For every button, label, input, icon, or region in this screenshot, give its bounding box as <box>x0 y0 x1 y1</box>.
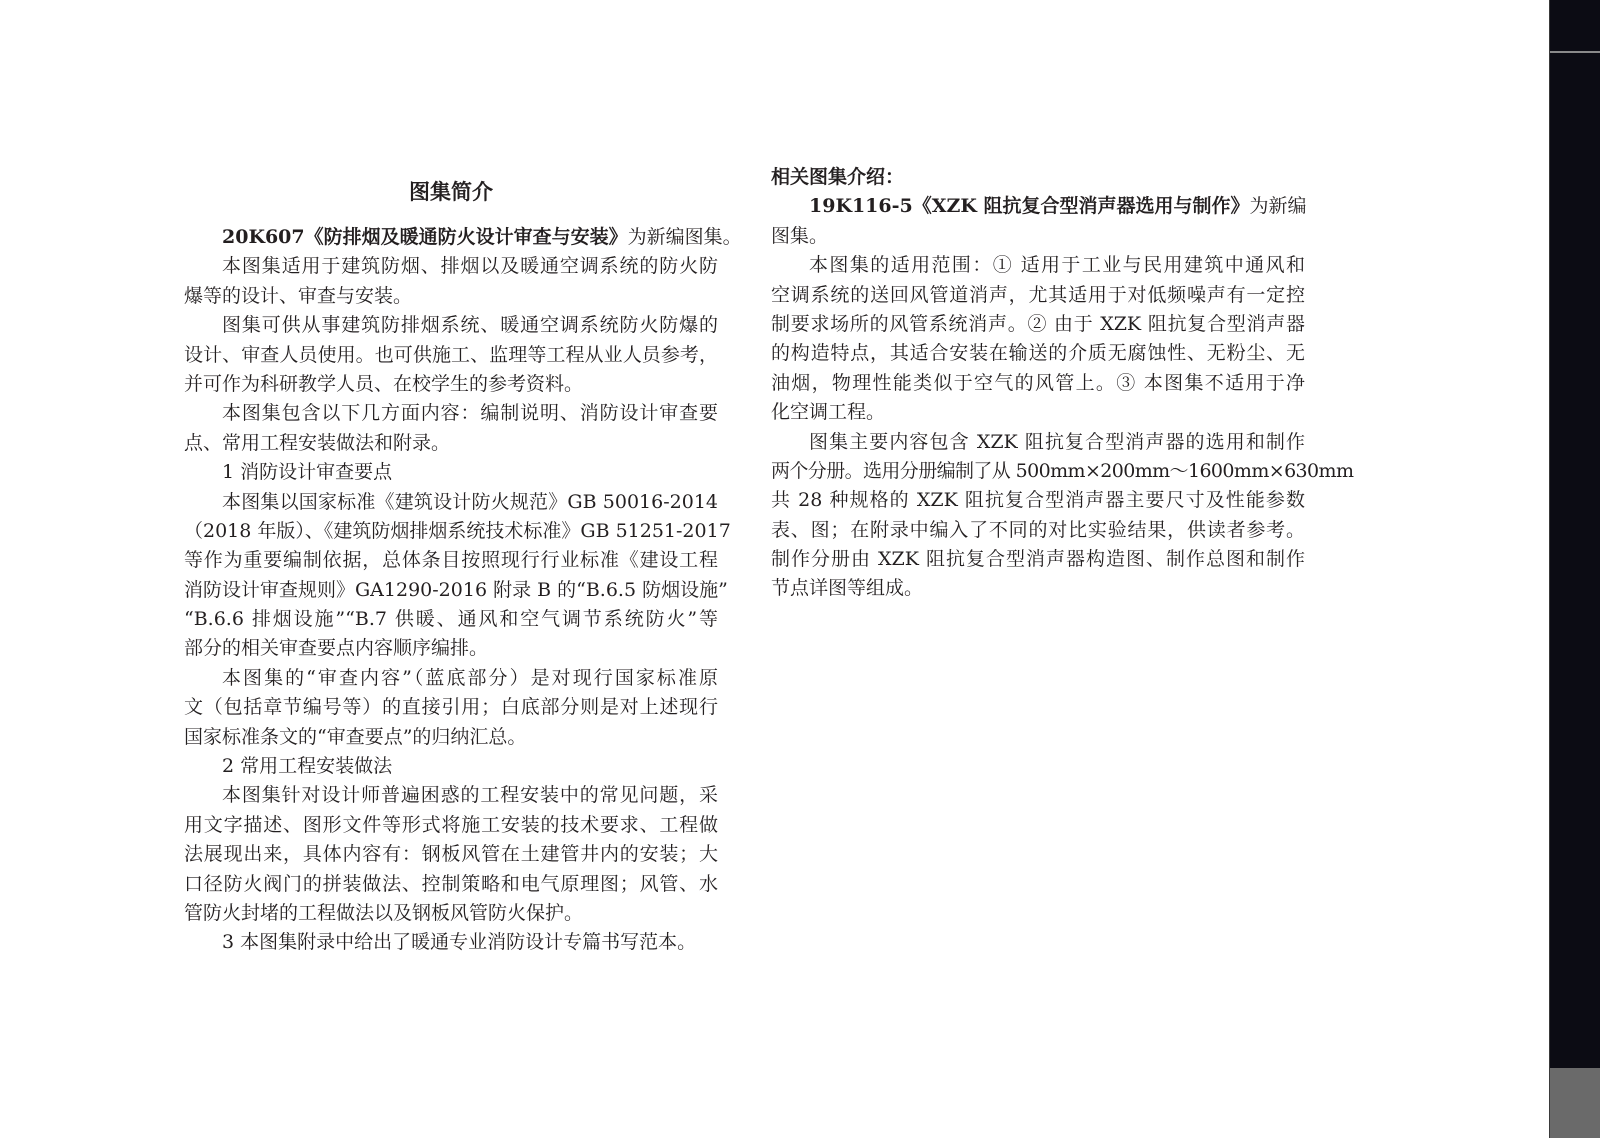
paragraph-line: 本图集适用于建筑防烟、排烟以及暖通空调系统的防火防 <box>222 255 718 278</box>
paragraph-line: 消防设计审查规则》GA1290-2016 附录 B 的“B.6.5 防烟设施” <box>184 578 728 601</box>
paragraph-line: 图集可供从事建筑防排烟系统、暖通空调系统防火防爆的 <box>222 314 718 337</box>
related-atlas-title: 19K116-5《XZK 阻抗复合型消声器选用与制作》 <box>809 195 1250 218</box>
paragraph-line: 口径防火阀门的拼装做法、控制策略和电气原理图；风管、水 <box>184 872 718 895</box>
paragraph-line: 用文字描述、图形文件等形式将施工安装的技术要求、工程做 <box>184 813 718 836</box>
edge-tab <box>1550 1068 1600 1138</box>
paragraph-line: 法展现出来，具体内容有：钢板风管在土建管井内的安装；大 <box>184 843 718 866</box>
paragraph-line: 节点详图等组成。 <box>771 577 924 600</box>
paragraph-line: “B.6.6 排烟设施”“B.7 供暖、通风和空气调节系统防火”等 <box>184 608 718 631</box>
paragraph-line: 本图集针对设计师普遍困惑的工程安装中的常见问题，采 <box>222 784 718 807</box>
paragraph-line: 并可作为科研教学人员、在校学生的参考资料。 <box>184 372 584 395</box>
paragraph-line: 国家标准条文的“审查要点”的归纳汇总。 <box>184 725 527 748</box>
paragraph-line: 等作为重要编制依据，总体条目按照现行行业标准《建设工程 <box>184 549 718 572</box>
paragraph-line: 3 本图集附录中给出了暖通专业消防设计专篇书写范本。 <box>222 931 697 954</box>
paragraph-line: 的构造特点，其适合安装在输送的介质无腐蚀性、无粉尘、无 <box>771 342 1305 365</box>
related-atlas-heading: 相关图集介绍： <box>771 166 905 188</box>
paragraph-line: 油烟，物理性能类似于空气的风管上。③ 本图集不适用于净 <box>771 371 1305 394</box>
related-intro-text: 为新编 <box>1249 195 1307 218</box>
left-column <box>184 177 742 958</box>
paragraph-line: 管防火封堵的工程做法以及钢板风管防火保护。 <box>184 901 584 924</box>
paragraph-line: 制要求场所的风管系统消声。② 由于 XZK 阻抗复合型消声器 <box>771 312 1305 335</box>
paragraph-line: 共 28 种规格的 XZK 阻抗复合型消声器主要尺寸及性能参数 <box>771 489 1305 512</box>
right-column <box>771 163 1354 604</box>
paragraph-line: 设计、审查人员使用。也可供施工、监理等工程从业人员参考， <box>184 343 718 366</box>
paragraph-line: 两个分册。选用分册编制了从 500mm×200mm～1600mm×630mm <box>771 459 1354 482</box>
paragraph-line: 文（包括章节编号等）的直接引用；白底部分则是对上述现行 <box>184 696 718 719</box>
paragraph-line: 空调系统的送回风管道消声，尤其适用于对低频噪声有一定控 <box>771 283 1305 306</box>
paragraph-line: 表、图；在附录中编入了不同的对比实验结果，供读者参考。 <box>771 518 1305 541</box>
paragraph-line: 部分的相关审查要点内容顺序编排。 <box>184 637 489 660</box>
section-heading: 1 消防设计审查要点 <box>222 461 393 484</box>
page-title: 图集简介 <box>409 179 493 204</box>
paragraph-line: 本图集的“审查内容”（蓝底部分）是对现行国家标准原 <box>222 666 718 689</box>
section-heading: 2 常用工程安装做法 <box>222 755 393 778</box>
atlas-code-title: 20K607《防排烟及暖通防火设计审查与安装》 <box>222 225 628 248</box>
paragraph-line: 本图集以国家标准《建筑设计防火规范》GB 50016-2014 <box>222 490 718 513</box>
intro-paragraph <box>184 223 742 252</box>
paragraph-line: 本图集包含以下几方面内容：编制说明、消防设计审查要 <box>222 402 718 425</box>
paragraph-line: 图集。 <box>771 224 829 247</box>
related-intro-line <box>771 192 1305 221</box>
intro-text: 为新编图集。 <box>627 225 742 248</box>
paragraph-line: 本图集的适用范围：① 适用于工业与民用建筑中通风和 <box>809 254 1305 277</box>
edge-divider <box>1550 51 1600 53</box>
paragraph-line: 图集主要内容包含 XZK 阻抗复合型消声器的选用和制作 <box>809 430 1305 453</box>
paragraph-line: （2018 年版）、《建筑防烟排烟系统技术标准》GB 51251-2017 <box>184 519 731 542</box>
paragraph-line: 爆等的设计、审查与安装。 <box>184 284 413 307</box>
paragraph-line: 化空调工程。 <box>771 401 886 424</box>
paragraph-line: 点、常用工程安装做法和附录。 <box>184 431 451 454</box>
paragraph-line: 制作分册由 XZK 阻抗复合型消声器构造图、制作总图和制作 <box>771 548 1305 571</box>
page-edge-bar <box>1549 0 1600 1138</box>
